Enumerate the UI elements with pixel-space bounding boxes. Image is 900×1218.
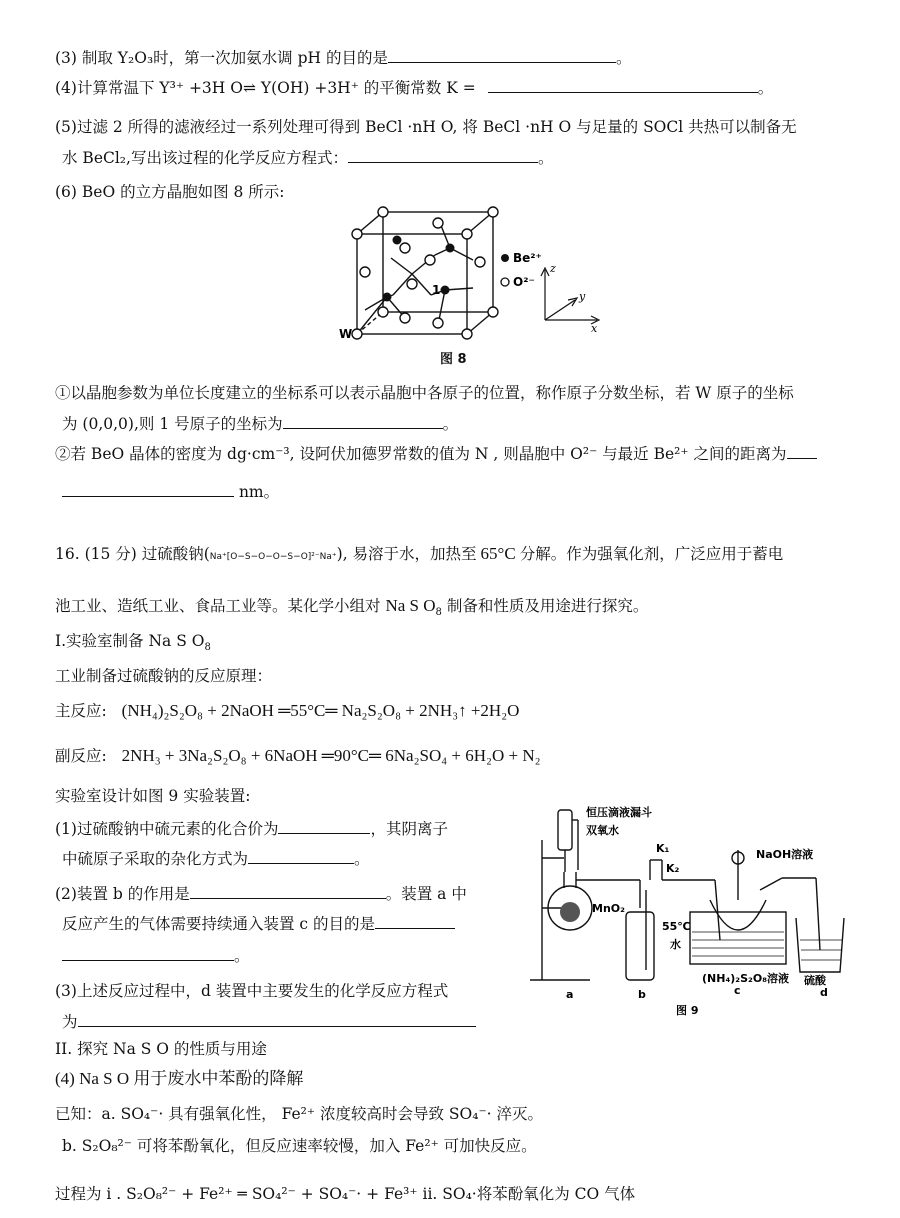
figure-8-unit-cell	[335, 200, 615, 370]
label-d: d	[820, 986, 828, 999]
q16-principle: 工业制备过硫酸钠的反应原理：	[55, 667, 273, 685]
legend-be-marker	[501, 254, 509, 262]
legend-o-marker	[501, 278, 509, 286]
axis-x: x	[591, 322, 598, 335]
answer-blank[interactable]	[62, 480, 234, 497]
label-k1: K₁	[656, 842, 670, 855]
label-h2o2: 双氧水	[586, 824, 619, 837]
q16-known-a: 已知：a. SO₄⁻· 具有强氧化性， Fe²⁺ 浓度较高时会导致 SO₄⁻· 淬灭。	[55, 1105, 544, 1123]
answer-blank[interactable]	[787, 442, 817, 459]
q15-part6-sub2-cont: nm。	[62, 480, 279, 503]
q16-part3-cont: 为	[62, 1010, 476, 1033]
figure-9-caption: 图 9	[676, 1004, 699, 1017]
persulfate-structure: Na⁺[O−S−O−O−S−O]²⁻Na⁺	[209, 552, 337, 562]
q15-part6: (6) BeO 的立方晶胞如图 8 所示:	[55, 183, 285, 201]
mno2-solid	[560, 902, 580, 922]
q16-figure9-intro: 实验室设计如图 9 实验装置:	[55, 787, 251, 805]
figure-9-apparatus	[520, 800, 850, 1020]
answer-blank[interactable]	[375, 912, 455, 929]
q16-part1-cont: 中硫原子采取的杂化方式为 。	[62, 847, 370, 870]
q16-part2-cont2: 。	[62, 944, 250, 967]
q16-section2-title: II. 探究 Na S O 的性质与用途	[55, 1040, 267, 1058]
label-water: 水	[670, 938, 681, 951]
q16-main-reaction: 主反应: (NH₄)₂S₂O₈ + 2NaOH ═55°C═ Na₂S₂O₈ + 2NH₃↑ +2H₂O	[55, 701, 520, 720]
q16-intro: 16. (15 分) 过硫酸钠(Na⁺[O−S−O−O−S−O]²⁻Na⁺), 易溶于水，加热至 65°C 分解。作为强氧化剂，广泛应用于蓄电	[55, 544, 784, 563]
q16-part1: (1)过硫酸钠中硫元素的化合价为 ，其阴离子	[55, 817, 448, 840]
label-w: W	[339, 327, 353, 341]
label-k2: K₂	[666, 862, 680, 875]
label-naoh: NaOH溶液	[756, 848, 814, 861]
answer-blank[interactable]	[62, 944, 234, 961]
q15-part5: (5)过滤 2 所得的滤液经过一系列处理可得到 BeCl ·nH O, 将 BeCl ·nH O 与足量的 SOCl 共热可以制备无	[55, 118, 797, 136]
dropping-funnel	[558, 810, 572, 850]
label-c: c	[734, 984, 741, 997]
label-sulfuric-acid: 硫酸	[804, 974, 826, 987]
q16-section1-title: I.实验室制备 Na S $O_8$	[55, 632, 211, 654]
answer-blank[interactable]	[348, 146, 538, 163]
answer-blank[interactable]	[283, 412, 443, 429]
answer-blank[interactable]	[278, 817, 370, 834]
q16-part3: (3)上述反应过程中，d 装置中主要发生的化学反应方程式	[55, 982, 449, 1000]
answer-blank[interactable]	[190, 882, 386, 899]
label-funnel: 恒压滴液漏斗	[586, 806, 652, 819]
axis-y: y	[579, 290, 586, 303]
q16-part2-cont: 反应产生的气体需要持续通入装置 c 的目的是	[62, 912, 455, 935]
q16-known-b: b. S₂O₈²⁻ 可将苯酚氧化，但反应速率较慢，加入 Fe²⁺ 可加快反应。	[62, 1137, 537, 1155]
axis-z: z	[550, 262, 556, 275]
bottle-b	[626, 912, 654, 980]
answer-blank[interactable]	[248, 847, 354, 864]
q15-part5-cont: 水 BeCl₂,写出该过程的化学反应方程式： 。	[62, 146, 553, 169]
legend-o: O²⁻	[513, 275, 535, 289]
label-b: b	[638, 988, 646, 1001]
q16-part4: (4) Na S O 用于废水中苯酚的降解	[55, 1069, 304, 1088]
answer-blank[interactable]	[388, 46, 616, 63]
answer-blank[interactable]	[78, 1010, 476, 1027]
q15-part4: (4)计算常温下 Y³⁺ +3H O⇌ Y(OH) +3H⁺ 的平衡常数 K = 。	[55, 76, 773, 99]
q15-part6-sub1: ①以晶胞参数为单位长度建立的坐标系可以表示晶胞中各原子的位置，称作原子分数坐标，若 W 原子的坐标	[55, 384, 794, 402]
q15-part6-sub1-cont: 为 (0,0,0),则 1 号原子的坐标为 。	[62, 412, 458, 435]
q15-part3: (3) 制取 Y₂O₃时，第一次加氨水调 pH 的目的是 。	[55, 46, 632, 69]
coordinate-axes	[541, 268, 599, 324]
label-a: a	[566, 988, 574, 1001]
label-55c: 55℃	[662, 920, 691, 933]
q16-side-reaction: 副反应: 2NH₃ + 3Na₂S₂O₈ + 6NaOH ═90°C═ 6Na₂SO₄ + 6H₂O + N₂	[55, 746, 541, 765]
legend-be: Be²⁺	[513, 251, 542, 265]
q16-intro-line2: 池工业、造纸工业、食品工业等。某化学小组对 Na S $O_8$ 制备和性质及用途进行探究。	[55, 596, 649, 619]
answer-blank[interactable]	[488, 76, 758, 93]
q16-process: 过程为 i . S₂O₈²⁻ + Fe²⁺ ═ SO₄²⁻ + SO₄⁻· + Fe³⁺ ii. SO₄·将苯酚氧化为 CO 气体	[55, 1185, 636, 1203]
label-ammonium-persulfate: (NH₄)₂S₂O₈溶液	[702, 972, 790, 985]
q15-part6-sub2: ②若 BeO 晶体的密度为 dg·cm⁻³, 设阿伏加德罗常数的值为 N , 则晶胞中 O²⁻ 与最近 Be²⁺ 之间的距离为	[55, 442, 817, 465]
q16-part2: (2)装置 b 的作用是 。装置 a 中	[55, 882, 467, 905]
label-mno2: MnO₂	[592, 902, 625, 915]
label-1: 1	[432, 283, 441, 297]
figure-8-caption: 图 8	[440, 352, 467, 367]
